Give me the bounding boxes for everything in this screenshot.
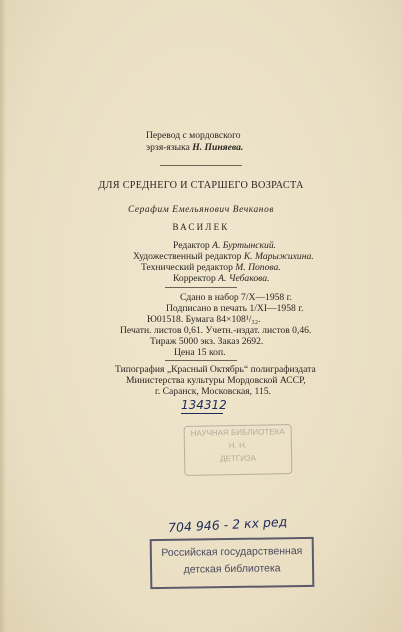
credit-name: М. Попова. [235, 262, 281, 273]
stamp-line: Н. Н. [228, 440, 248, 451]
handwritten-number: 134312 [181, 398, 227, 412]
print-price: Цена 15 коп. [174, 347, 226, 358]
credit-role: Корректор [173, 273, 216, 284]
translation-language: эрзя-языка [146, 142, 190, 153]
translation-line-2 [146, 142, 243, 153]
divider-bottom [165, 360, 237, 361]
stamp-line: НАУЧНАЯ БИБЛИОТЕКА [190, 427, 285, 438]
translator-name: Н. Пиняева. [192, 142, 244, 153]
divider-middle [165, 287, 237, 288]
print-run: Тираж 5000 экз. Заказ 2692. [150, 336, 264, 347]
library-stamp [150, 537, 315, 589]
author-name: Серафим Емельянович Вечканов [127, 205, 275, 215]
printer-line-1: Типография „Красный Октябрь“ полиграфиздата [115, 364, 316, 375]
stamp-line: детская библиотека [183, 562, 281, 576]
handwritten-inventory: 704 946 - 2 кх ред [167, 513, 288, 536]
translation-line-1: Перевод с мордовского [146, 130, 241, 141]
print-sheets: Печатн. листов 0,61. Учетн.-издат. листов 0,46. [120, 325, 312, 336]
age-group-heading: ДЛЯ СРЕДНЕГО И СТАРШЕГО ВОЗРАСТА [98, 180, 304, 191]
credit-role: Редактор [173, 240, 210, 251]
credit-editor [133, 240, 276, 251]
stamp-line: Российская государственная [161, 545, 303, 559]
book-title: ВАСИЛЕК [172, 222, 230, 232]
credit-role: Технический редактор [141, 262, 233, 273]
credit-role: Художественный редактор [133, 251, 242, 262]
credit-art-editor [133, 251, 314, 262]
stamp-line: ДЕТГИЗА [220, 453, 257, 464]
divider-top [160, 165, 242, 166]
print-submitted: Сдано в набор 7/Х—1958 г. [180, 292, 292, 303]
credit-tech-editor [133, 262, 281, 273]
credit-name: К. Марыжихина. [243, 251, 314, 262]
credit-name: А. Буртынский. [212, 240, 277, 251]
printer-line-3: г. Саранск, Московская, 115. [155, 386, 271, 397]
print-paper: Ю01518. Бумага 84×108¹/₃₂. [147, 314, 261, 325]
printer-line-2: Министерства культуры Мордовской АССР, [126, 375, 306, 386]
credit-name: А. Чебакова. [218, 273, 270, 284]
handwritten-underline [181, 413, 223, 414]
credit-corrector [133, 273, 269, 284]
print-signed: Подписано в печать 1/XI—1958 г. [166, 303, 304, 314]
faded-library-stamp [184, 424, 293, 476]
